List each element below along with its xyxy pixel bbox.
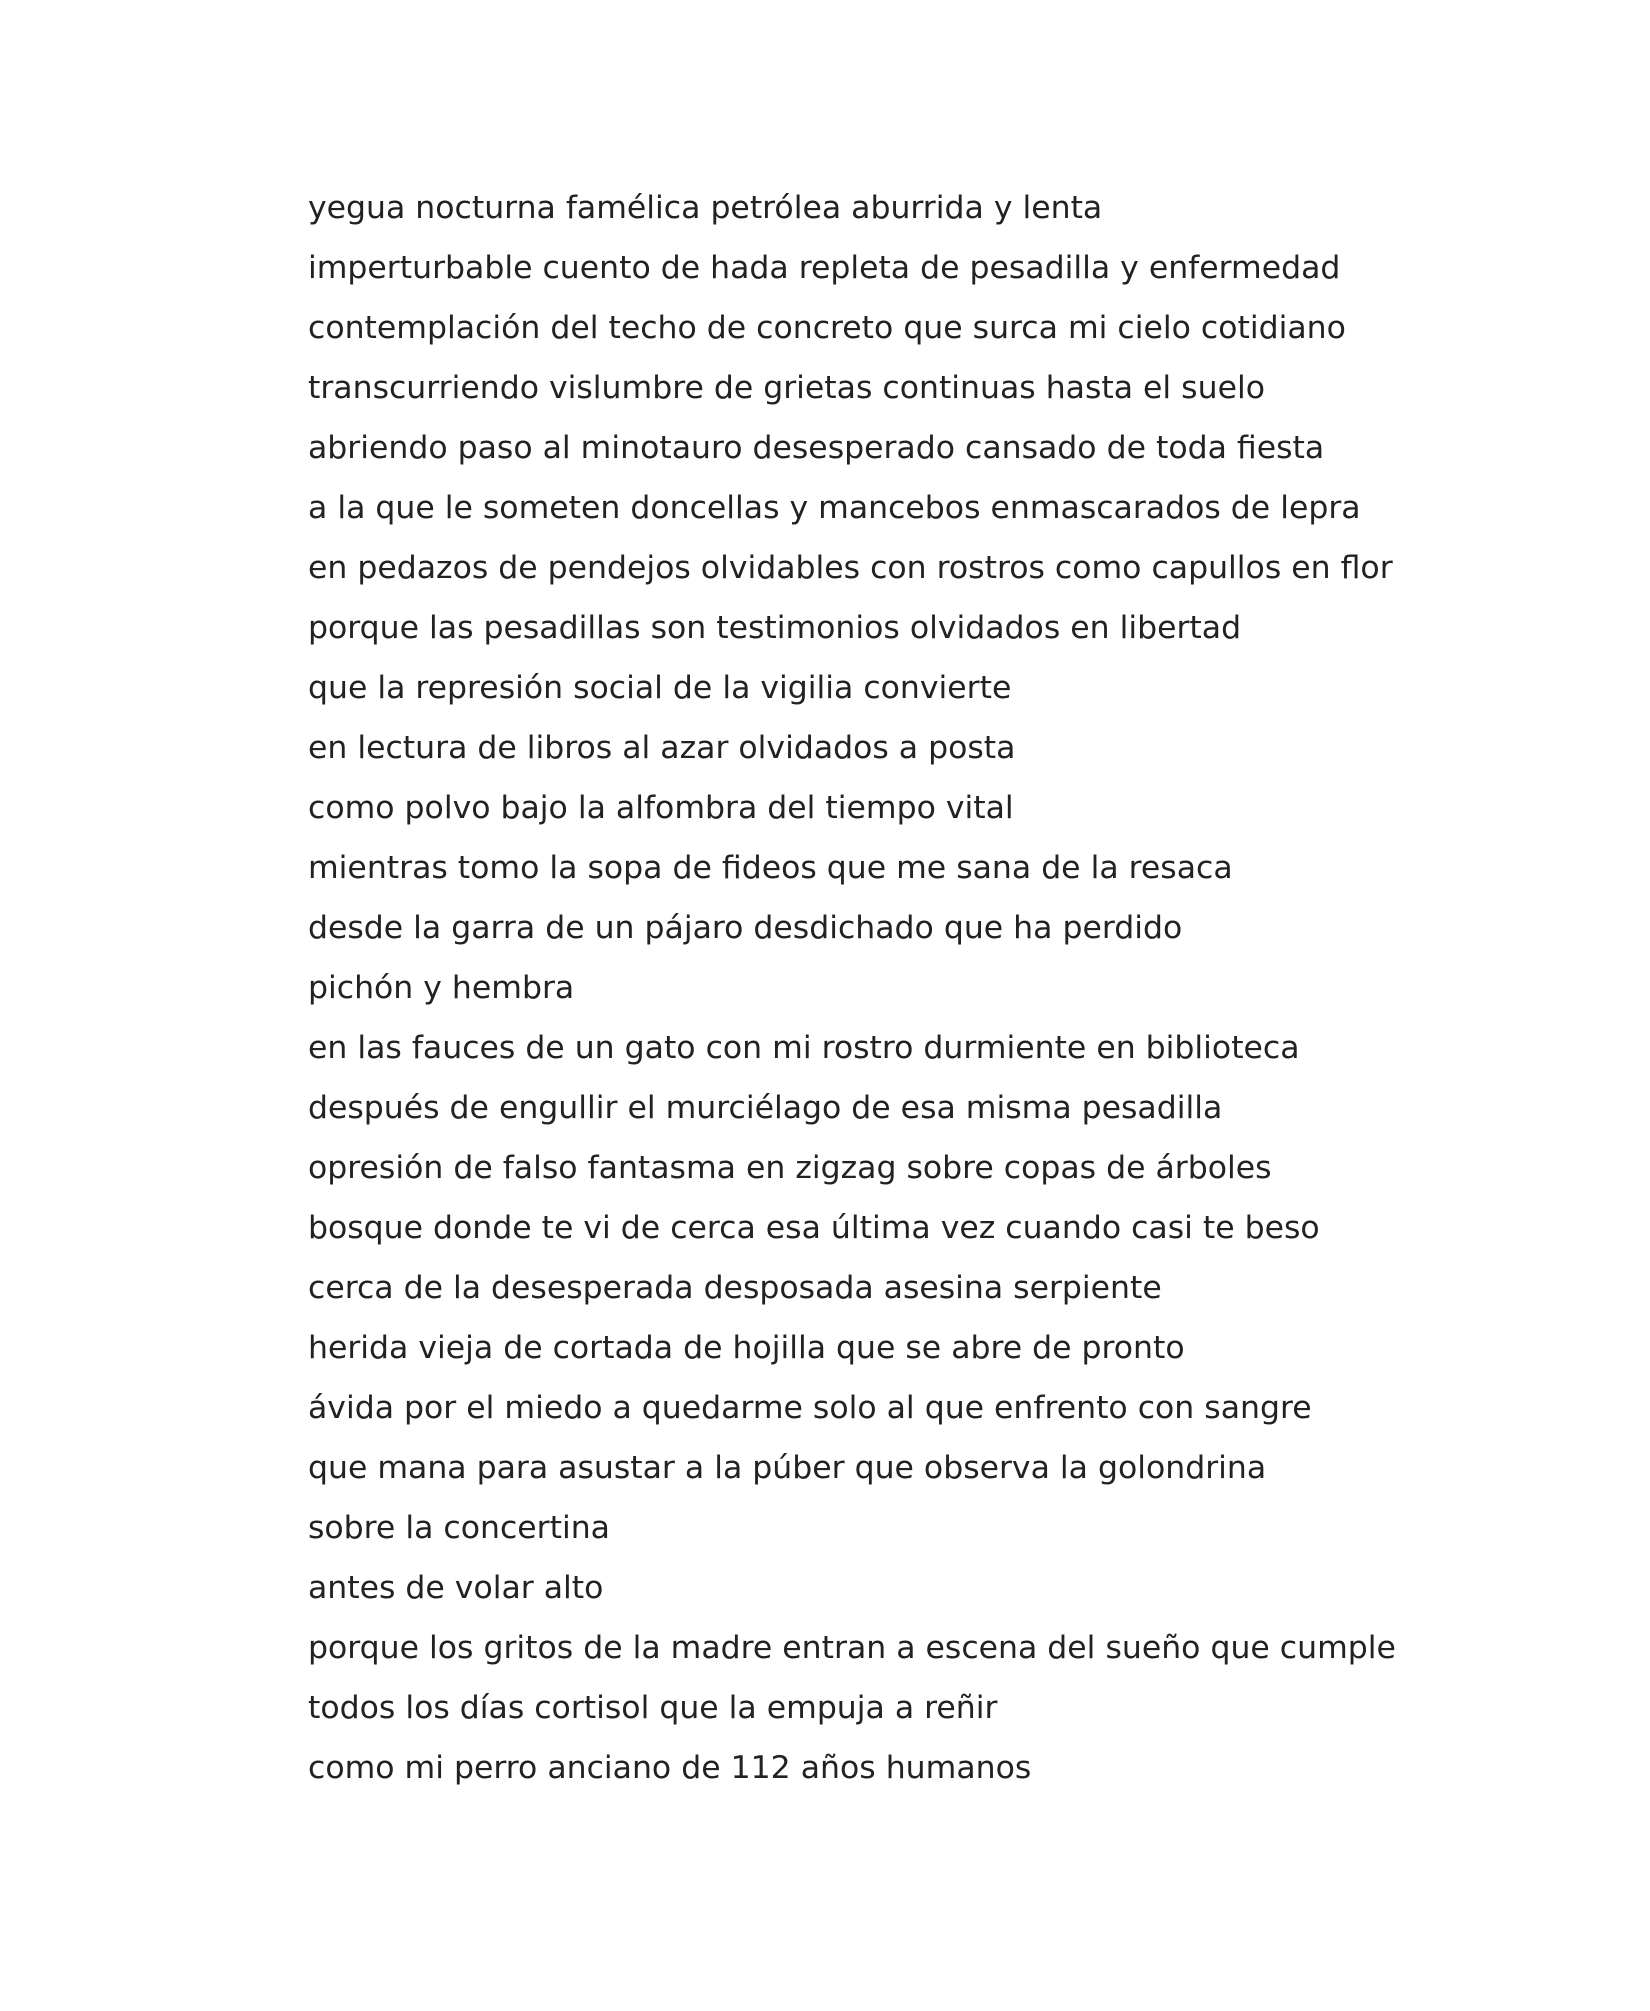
poem-line: mientras tomo la sopa de fideos que me sana de la resaca [308,850,1233,886]
poem-line: que mana para asustar a la púber que observa la golondrina [308,1450,1267,1486]
poem-line: a la que le someten doncellas y mancebos enmascarados de lepra [308,490,1361,526]
poem-line: porque los gritos de la madre entran a escena del sueño que cumple [308,1630,1396,1666]
poem-line: como mi perro anciano de 112 años humanos [308,1750,1032,1786]
poem-line: transcurriendo vislumbre de grietas continuas hasta el suelo [308,370,1265,406]
poem-line: ávida por el miedo a quedarme solo al que enfrento con sangre [308,1390,1312,1426]
poem-line: desde la garra de un pájaro desdichado que ha perdido [308,910,1183,946]
poem-line: contemplación del techo de concreto que surca mi cielo cotidiano [308,310,1346,346]
poem-line: bosque donde te vi de cerca esa última vez cuando casi te beso [308,1210,1320,1246]
poem-line: abriendo paso al minotauro desesperado cansado de toda fiesta [308,430,1325,466]
poem-line: herida vieja de cortada de hojilla que se abre de pronto [308,1330,1185,1366]
poem-text [308,178,1568,1798]
poem-line: en las fauces de un gato con mi rostro durmiente en biblioteca [308,1030,1300,1066]
poem-line: cerca de la desesperada desposada asesina serpiente [308,1270,1162,1306]
poem-line: en lectura de libros al azar olvidados a posta [308,730,1016,766]
poem-line: como polvo bajo la alfombra del tiempo vital [308,790,1014,826]
poem-line: que la represión social de la vigilia convierte [308,670,1012,706]
poem-line: antes de volar alto [308,1570,604,1606]
poem-line: yegua nocturna famélica petrólea aburrida y lenta [308,190,1103,226]
poem-line: opresión de falso fantasma en zigzag sobre copas de árboles [308,1150,1272,1186]
poem-line: todos los días cortisol que la empuja a reñir [308,1690,998,1726]
poem-line: después de engullir el murciélago de esa misma pesadilla [308,1090,1223,1126]
poem-line: imperturbable cuento de hada repleta de pesadilla y enfermedad [308,250,1341,286]
poem-line: sobre la concertina [308,1510,610,1546]
poem-line: en pedazos de pendejos olvidables con rostros como capullos en flor [308,550,1393,586]
poem-line: porque las pesadillas son testimonios olvidados en libertad [308,610,1242,646]
poem-line: pichón y hembra [308,970,575,1006]
